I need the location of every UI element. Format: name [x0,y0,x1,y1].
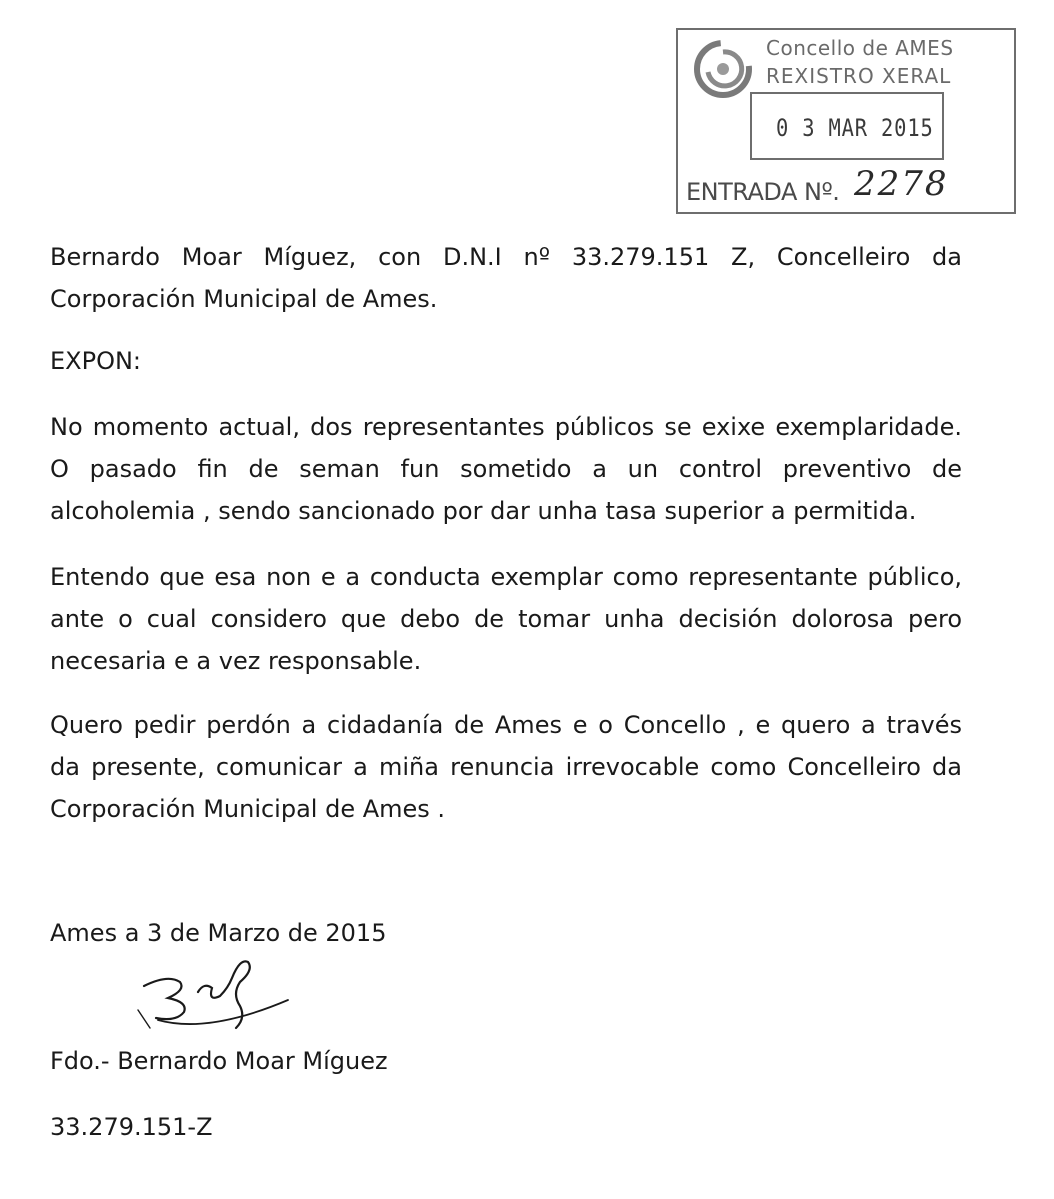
paragraph-1-line-2: O pasado fin de seman fun sometido a un control preventivo de [50,455,962,483]
stamp-entry-number: 2278 [854,164,949,204]
intro-line-2: Corporación Municipal de Ames. [50,285,438,313]
paragraph-2-line-2: ante o cual considero que debo de tomar unha decisión dolorosa pero [50,605,962,633]
stamp-date: 0 3 MAR 2015 [776,114,934,142]
paragraph-3-line-2: da presente, comunicar a miña renuncia irrevocable como Concelleiro da [50,753,962,781]
stamp-entry-label: ENTRADA Nº. [686,178,840,206]
stamp-subtitle: REXISTRO XERAL [766,64,952,88]
intro-line-1: Bernardo Moar Míguez, con D.N.I nº 33.279.151 Z, Concelleiro da [50,243,962,271]
id-number: 33.279.151-Z [50,1113,213,1141]
registry-stamp [676,28,1016,214]
paragraph-1-line-1: No momento actual, dos representantes públicos se exixe exemplaridade. [50,413,962,441]
stamp-date-box [750,92,944,160]
signed-by: Fdo.- Bernardo Moar Míguez [50,1047,388,1075]
paragraph-2-line-3: necesaria e a vez responsable. [50,647,422,675]
place-and-date: Ames a 3 de Marzo de 2015 [50,919,387,947]
paragraph-3-line-3: Corporación Municipal de Ames . [50,795,446,823]
paragraph-2-line-1: Entendo que esa non e a conducta exemplar como representante público, [50,563,962,591]
section-heading: EXPON: [50,347,142,375]
paragraph-1-line-3: alcoholemia , sendo sancionado por dar unha tasa superior a permitida. [50,497,917,525]
concello-spiral-logo-icon [694,40,752,98]
stamp-title: Concello de AMES [766,36,954,60]
handwritten-signature-icon [128,948,298,1034]
paragraph-3-line-1: Quero pedir perdón a cidadanía de Ames e o Concello , e quero a través [50,711,962,739]
